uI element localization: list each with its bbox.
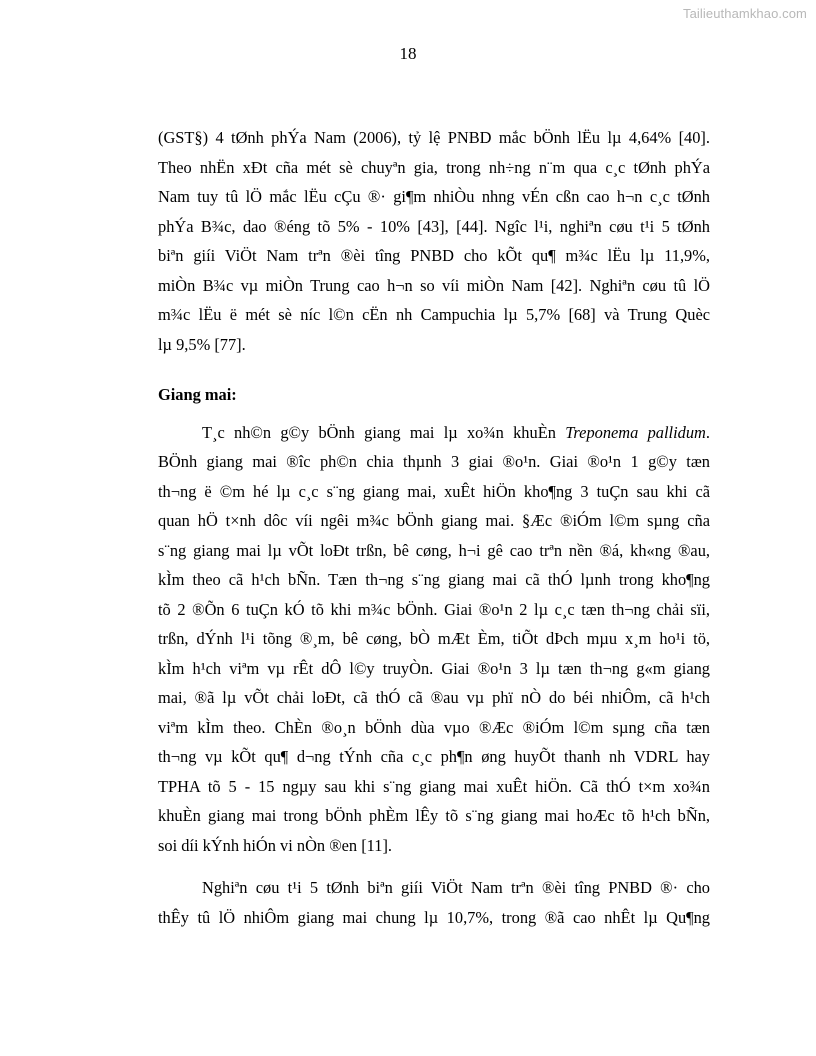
text-line: kÌm theo cã h¹ch bÑn. Tæn th¬ng s¨ng giang mai cã thÓ lµnh trong kho¶ng [158,570,710,589]
text-line: th¬ng ë ©m hé lµ c¸c s¨ng giang mai, xuÊt hiÖn kho¶ng 3 tuÇn sau khi cã [158,481,710,501]
page-number: 18 [399,44,417,63]
text-line: Nam tuy tû lÖ mắc lËu cÇu ®· gi¶m nhiÒu nhng vÉn cßn cao h¬n c¸c tØnh [158,187,710,206]
text-line: miÒn B¾c vµ miÒn Trung cao h¬n so víi miÒn Nam [42]. Nghiªn cøu tû lÖ [158,275,710,295]
text-line [158,418,710,448]
text-line: mai, ®ã lµ vÕt chải loÐt, cã thÓ cã ®au vµ phï nÒ do béi nhiÔm, cã h¹ch [158,688,710,707]
text-line: quan hÖ t×nh dôc víi ngêi m¾c bÖnh giang mai. §Æc ®iÓm l©m sµng cña [158,511,710,530]
text-line: (GST§) 4 tØnh phÝa Nam (2006), tỷ lệ PNBD mắc bÖnh lËu lµ 4,64% [40]. [158,128,710,147]
text-line: Nghiªn cøu t¹i 5 tØnh biªn giíi ViÖt Nam trªn ®èi tîng PNBD ®· cho [202,878,710,897]
text-line: tõ 2 ®Õn 6 tuÇn kÓ tõ khi m¾c bÖnh. Giai ®o¹n 2 lµ c¸c tæn th¬ng chải sïi, [158,599,710,619]
text-line: s¨ng giang mai lµ vÕt loÐt trßn, bê cøng, h¬i gê cao trªn nền ®á, kh«ng ®au, [158,540,710,560]
text-line: TPHA tõ 5 - 15 ngµy sau khi s¨ng giang mai xuÊt hiÖn. Cã thÓ t×m xo¾n [158,776,710,796]
text-line: m¾c lËu ë mét sè níc l©n cËn nh Campuchia lµ 5,7% [68] và Trung Quèc [158,305,710,324]
text-run: . [705,422,710,442]
text-line: biªn giíi ViÖt Nam trªn ®èi tîng PNBD cho kÕt qu¶ m¾c lËu lµ 11,9%, [158,246,710,265]
text-line: viªm kÌm theo. ChÈn ®o¸n bÖnh dùa vµo ®Æc ®iÓm l©m sµng cña tæn [158,717,710,737]
section-heading: Giang mai: [158,385,237,404]
paragraph-syphilis-description [158,418,710,861]
text-line: trßn, dÝnh l¹i tõng ®¸m, bê cøng, bÒ mÆt Èm, tiÕt dÞch mµu x¸m ho¹i tö, [158,629,710,648]
text-line: th¬ng vµ kÕt qu¶ d¬ng tÝnh cña c¸c ph¶n øng huyÕt thanh nh VDRL hay [158,747,710,766]
text-line: khuÈn giang mai trong bÖnh phÈm lÊy tõ s¨ng giang mai hoÆc tõ h¹ch bÑn, [158,806,710,825]
text-line: Theo nhËn xÐt cña mét sè chuyªn gia, trong nh÷ng n¨m qua c¸c tØnh phÝa [158,157,710,177]
paragraph-pnbd-gonorrhea [158,123,710,359]
paragraph-syphilis-prevalence [158,873,710,932]
text-line: thÊy tû lÖ nhiÔm giang mai chung lµ 10,7%, trong ®ã cao nhÊt lµ Qu¶ng [158,907,710,927]
species-name-italic: Treponema pallidum [565,422,706,442]
watermark-text: Tailieuthamkhao.com [682,6,807,21]
text-line: lµ 9,5% [77]. [158,334,246,354]
text-line: kÌm h¹ch viªm vµ rÊt dÔ l©y truyÒn. Giai ®o¹n 3 lµ tæn th¬ng g«m giang [158,658,710,678]
document-body [158,123,710,932]
text-run: T¸c nh©n g©y bÖnh giang mai lµ xo¾n khuÈn [202,422,566,442]
paragraph-spacer [158,860,710,873]
text-line: phÝa B¾c, dao ®éng tõ 5% - 10% [43], [44]. Ngîc l¹i, nghiªn cøu t¹i 5 tØnh [158,216,710,236]
text-line: BÖnh giang mai ®îc ph©n chia thµnh 3 giai ®o¹n. Giai ®o¹n 1 g©y tæn [158,452,710,471]
text-line: soi díi kÝnh hiÓn vi nÒn ®en [11]. [158,835,393,855]
